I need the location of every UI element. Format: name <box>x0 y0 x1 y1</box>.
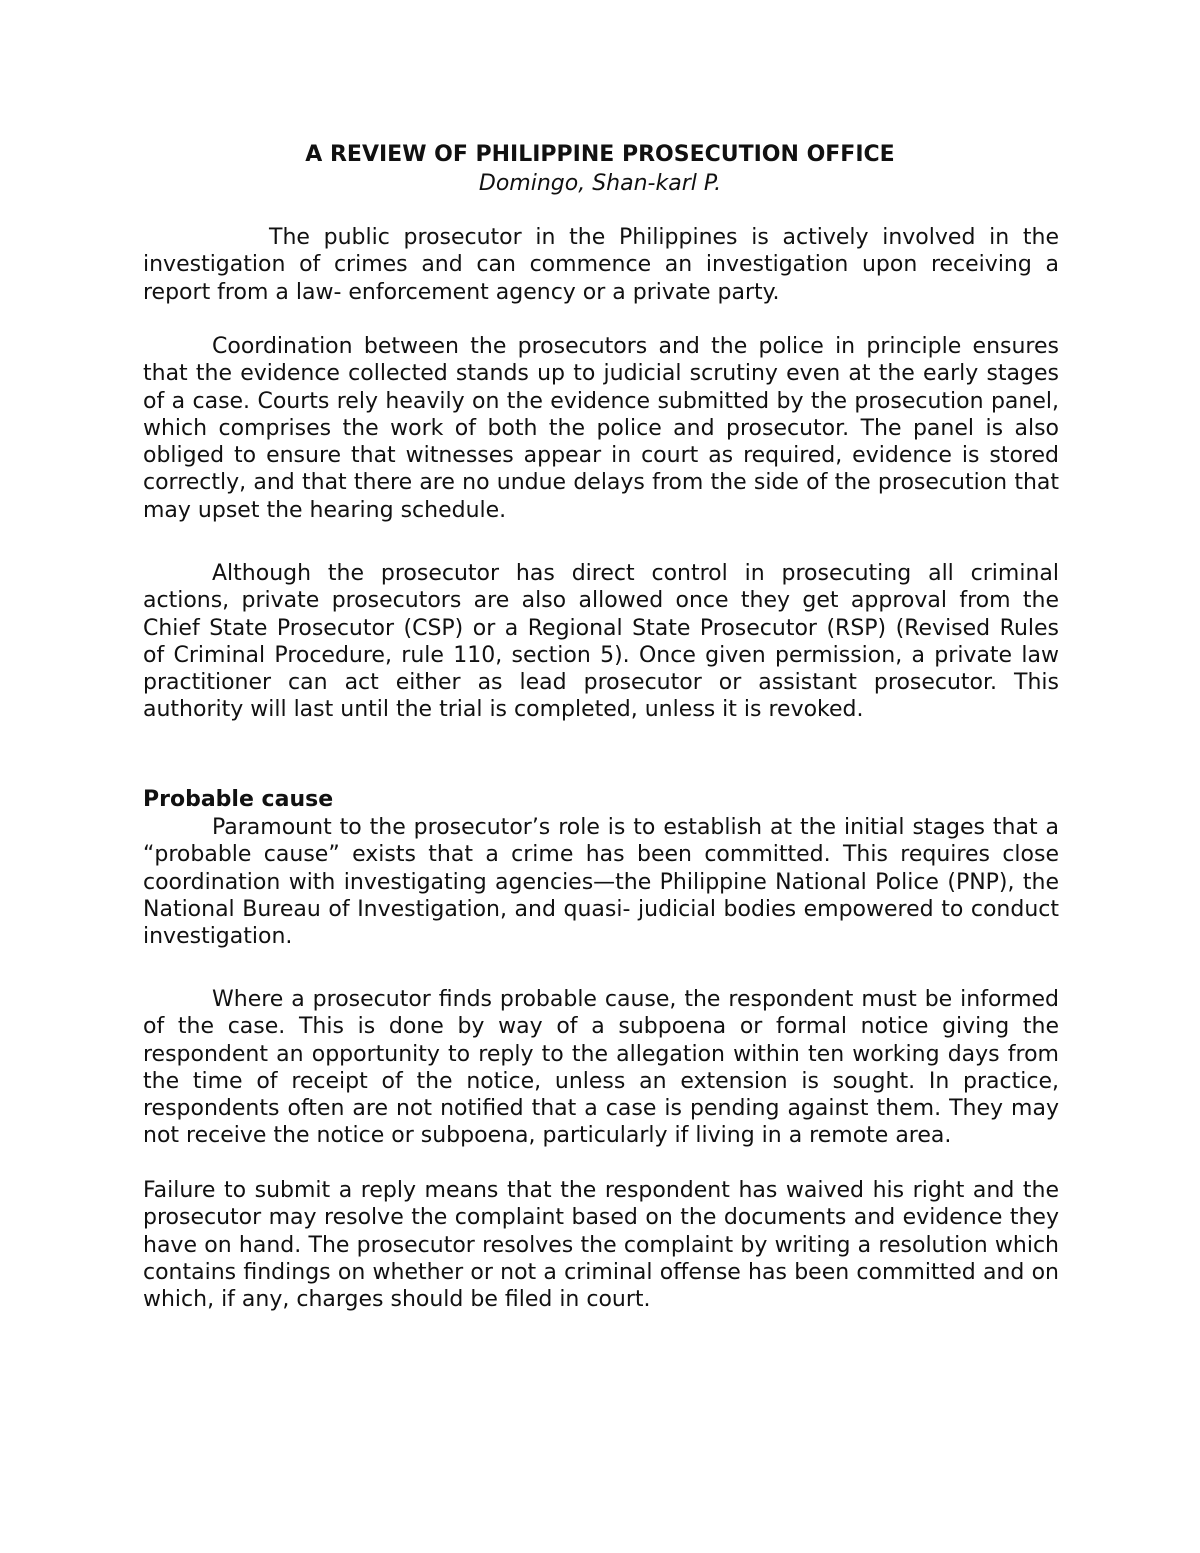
paragraph-respondent-notice: Where a prosecutor finds probable cause, the respondent must be informed of the case. This is done by way of a subpoena or formal notice giving the respondent an opportunity to reply to the allegation within ten working days from the time of receipt of the notice, unless an extension is sought. In practice, respondents often are not notified that a case is pending against them. They may not receive the notice or subpoena, particularly if living in a remote area. <box>143 987 1059 1149</box>
section-heading: Probable cause <box>143 787 334 812</box>
paragraph-private-prosecutors: Although the prosecutor has direct control in prosecuting all criminal actions, private prosecutors are also allowed once they get approval from the Chief State Prosecutor (CSP) or a Regional State Prosecutor (RSP) (Revised Rules of Criminal Procedure, rule 110, section 5). Once given permission, a private law practitioner can act either as lead prosecutor or assistant prosecutor. This authority will last until the trial is completed, unless it is revoked. <box>143 561 1059 723</box>
paragraph-coordination: Coordination between the prosecutors and the police in principle ensures that the evidence collected stands up to judicial scrutiny even at the early stages of a case. Courts rely heavily on the evidence submitted by the prosecution panel, which comprises the work of both the police and prosecutor. The panel is also obliged to ensure that witnesses appear in court as required, evidence is stored correctly, and that there are no undue delays from the side of the prosecution that may upset the hearing schedule. <box>143 334 1059 523</box>
document-title: A REVIEW OF PHILIPPINE PROSECUTION OFFICE <box>305 142 895 167</box>
paragraph-probable-cause: Paramount to the prosecutor’s role is to establish at the initial stages that a “probable cause” exists that a crime has been committed. This requires close coordination with investigating agencies—the Philippine National Police (PNP), the National Bureau of Investigation, and quasi- judicial bodies empowered to conduct investigation. <box>143 815 1059 950</box>
paragraph-intro: The public prosecutor in the Philippines is actively involved in the investigation of crimes and can commence an investigation upon receiving a report from a law- enforcement agency or a private party. <box>143 225 1059 305</box>
paragraph-failure-to-reply: Failure to submit a reply means that the respondent has waived his right and the prosecutor may resolve the complaint based on the documents and evidence they have on hand. The prosecutor resolves the complaint by writing a resolution which contains findings on whether or not a criminal offense has been committed and on which, if any, charges should be filed in court. <box>143 1178 1059 1313</box>
document-author: Domingo, Shan-karl P. <box>478 171 722 196</box>
